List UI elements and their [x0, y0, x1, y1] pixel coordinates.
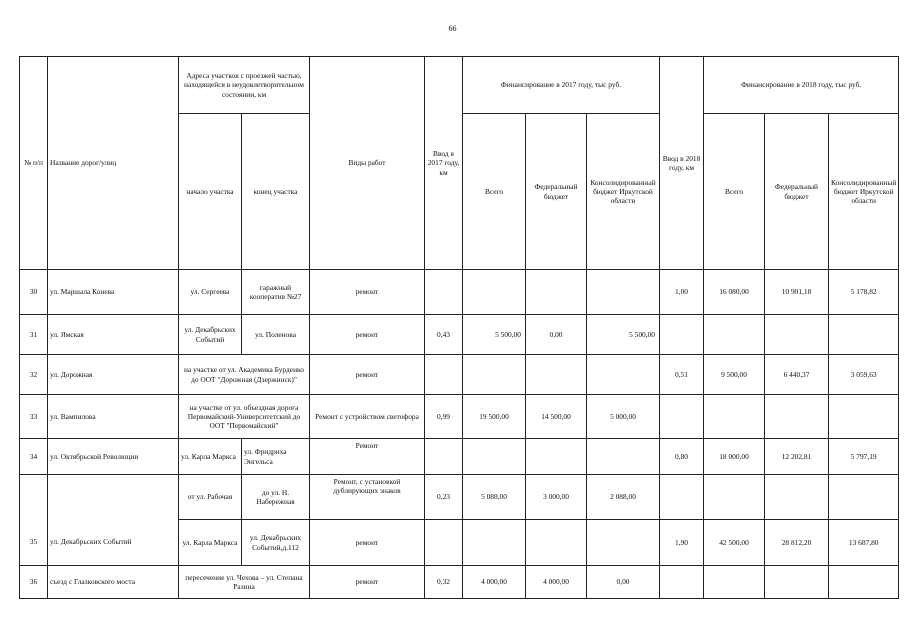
federal-2018 — [765, 475, 829, 520]
total-2017 — [463, 439, 526, 475]
road-name: ул. Ямская — [48, 315, 179, 355]
total-2017 — [463, 270, 526, 315]
work-type: ремонт — [310, 566, 425, 599]
input-2018 — [660, 395, 704, 439]
section-end: ул. Поленова — [242, 315, 310, 355]
header-consolidated-2017: Консолидированный бюджет Иркутской области — [587, 114, 660, 270]
header-works: Виды работ — [310, 57, 425, 270]
input-2018: 0,80 — [660, 439, 704, 475]
federal-2017 — [526, 520, 587, 566]
table-row — [20, 395, 899, 439]
row-num: 34 — [20, 439, 48, 475]
consolidated-2017: 0,00 — [587, 566, 660, 599]
consolidated-2017 — [587, 355, 660, 395]
input-2017 — [425, 355, 463, 395]
input-2017: 0,23 — [425, 475, 463, 520]
input-2018 — [660, 315, 704, 355]
table-row — [20, 439, 899, 475]
consolidated-2017 — [587, 270, 660, 315]
road-name: ул. Вампилова — [48, 395, 179, 439]
federal-2017: 0,00 — [526, 315, 587, 355]
table-row — [20, 270, 899, 315]
road-name: ул. Маршала Конева — [48, 270, 179, 315]
consolidated-2018 — [829, 315, 899, 355]
work-type: Ремонт, с установкой дублирующих знаков — [310, 475, 425, 520]
consolidated-2017: 2 088,00 — [587, 475, 660, 520]
road-name: ул. Дорожная — [48, 355, 179, 395]
road-name: ул. Декабрьских Событий — [48, 475, 179, 566]
road-name: ул. Октябрьской Революции — [48, 439, 179, 475]
total-2017: 5 088,00 — [463, 475, 526, 520]
header-end: конец участка — [242, 114, 310, 270]
consolidated-2018: 3 059,63 — [829, 355, 899, 395]
federal-2017 — [526, 439, 587, 475]
federal-2017: 3 000,00 — [526, 475, 587, 520]
row-num: 33 — [20, 395, 48, 439]
total-2018 — [704, 566, 765, 599]
input-2017: 0,43 — [425, 315, 463, 355]
work-type: ремонт — [310, 315, 425, 355]
federal-2017: 14 500,00 — [526, 395, 587, 439]
section-end: ул. Фридриха Энгельса — [242, 439, 310, 475]
consolidated-2017 — [587, 520, 660, 566]
page-number: 66 — [448, 24, 457, 33]
section-end: до ул. Н. Набережная — [242, 475, 310, 520]
total-2018: 42 500,00 — [704, 520, 765, 566]
header-federal-2018: Федеральный бюджет — [765, 114, 829, 270]
input-2017 — [425, 520, 463, 566]
header-financing-2017: Финансирование в 2017 году, тыс руб. — [463, 57, 660, 114]
header-addresses: Адреса участков с проезжей частью, находящейся в неудовлетворительном состоянии, км — [179, 57, 310, 114]
federal-2018 — [765, 566, 829, 599]
section-end: гаражный кооператив №27 — [242, 270, 310, 315]
work-type: ремонт — [310, 520, 425, 566]
input-2017: 0,99 — [425, 395, 463, 439]
header-road: Название дорог/улиц — [48, 57, 179, 270]
consolidated-2018 — [829, 475, 899, 520]
consolidated-2017: 5 000,00 — [587, 395, 660, 439]
consolidated-2018: 13 687,80 — [829, 520, 899, 566]
total-2018 — [704, 395, 765, 439]
federal-2018: 12 202,81 — [765, 439, 829, 475]
section-start: ул. Декабрьских Событий — [179, 315, 242, 355]
total-2018 — [704, 315, 765, 355]
table-row — [20, 475, 899, 520]
header-input-2018: Ввод в 2018 году, км — [660, 57, 704, 270]
federal-2018 — [765, 315, 829, 355]
table-row — [20, 355, 899, 395]
consolidated-2017 — [587, 439, 660, 475]
input-2018: 1,00 — [660, 270, 704, 315]
financing-table — [19, 56, 899, 599]
consolidated-2018 — [829, 566, 899, 599]
work-type: Ремонт с устройством светофора — [310, 395, 425, 439]
total-2018: 18 000,00 — [704, 439, 765, 475]
section-address: пересечение ул. Чехова – ул. Степана Разина — [179, 566, 310, 599]
federal-2018 — [765, 395, 829, 439]
input-2018: 1,90 — [660, 520, 704, 566]
section-start: от ул. Рабочая — [179, 475, 242, 520]
input-2018 — [660, 475, 704, 520]
header-start: начало участка — [179, 114, 242, 270]
row-num: 30 — [20, 270, 48, 315]
federal-2017: 4 000,00 — [526, 566, 587, 599]
input-2018: 0,51 — [660, 355, 704, 395]
section-address: на участке от ул. Академика Бурденко до ООТ "Дорожная (Дзержинск)" — [179, 355, 310, 395]
section-start: ул. Карла Маркса — [179, 439, 242, 475]
total-2018 — [704, 475, 765, 520]
total-2017: 4 000,00 — [463, 566, 526, 599]
table-row — [20, 315, 899, 355]
work-type: ремонт — [310, 355, 425, 395]
row-num: 32 — [20, 355, 48, 395]
work-type: ремонт — [310, 270, 425, 315]
header-federal-2017: Федеральный бюджет — [526, 114, 587, 270]
section-start: ул. Карла Маркса — [179, 520, 242, 566]
total-2017 — [463, 355, 526, 395]
header-total-2018: Всего — [704, 114, 765, 270]
federal-2018: 10 901,18 — [765, 270, 829, 315]
federal-2017 — [526, 355, 587, 395]
federal-2018: 28 812,20 — [765, 520, 829, 566]
federal-2018: 6 440,37 — [765, 355, 829, 395]
header-row — [20, 57, 899, 114]
total-2017 — [463, 520, 526, 566]
consolidated-2017: 5 500,00 — [587, 315, 660, 355]
total-2017: 5 500,00 — [463, 315, 526, 355]
total-2018: 16 080,00 — [704, 270, 765, 315]
total-2018: 9 500,00 — [704, 355, 765, 395]
input-2017 — [425, 439, 463, 475]
row-num: 36 — [20, 566, 48, 599]
road-name: съезд с Глазковского моста — [48, 566, 179, 599]
consolidated-2018: 5 797,19 — [829, 439, 899, 475]
header-total-2017: Всего — [463, 114, 526, 270]
input-2017: 0,32 — [425, 566, 463, 599]
section-address: на участке от ул. объездная дорога Первомайский-Университетский до ООТ "Первомайский" — [179, 395, 310, 439]
input-2017 — [425, 270, 463, 315]
header-num: № п/п — [20, 57, 48, 270]
section-end: ул. Декабрьских Событий,д.112 — [242, 520, 310, 566]
table-row — [20, 566, 899, 599]
consolidated-2018: 5 178,82 — [829, 270, 899, 315]
header-financing-2018: Финансирование в 2018 году, тыс руб. — [704, 57, 899, 114]
federal-2017 — [526, 270, 587, 315]
work-type: Ремонт — [310, 439, 425, 475]
row-num: 31 — [20, 315, 48, 355]
section-start: ул. Сергеева — [179, 270, 242, 315]
input-2018 — [660, 566, 704, 599]
row-num: 35 — [20, 475, 48, 566]
total-2017: 19 500,00 — [463, 395, 526, 439]
header-input-2017: Ввод в 2017 году, км — [425, 57, 463, 270]
header-consolidated-2018: Консолидированный бюджет Иркутской области — [829, 114, 899, 270]
consolidated-2018 — [829, 395, 899, 439]
